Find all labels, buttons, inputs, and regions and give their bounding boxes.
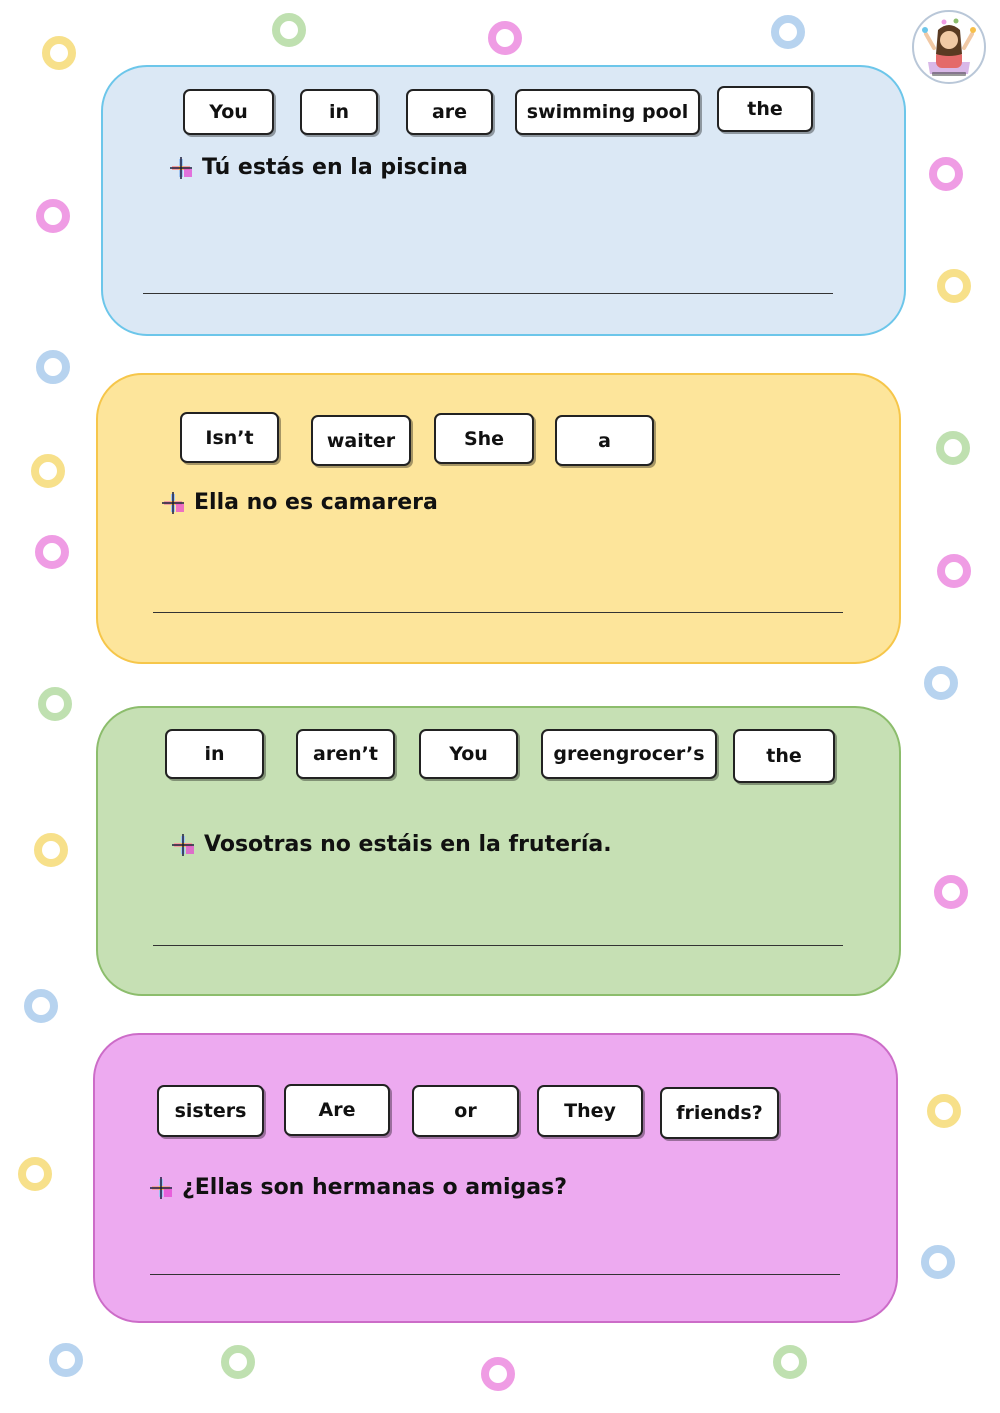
decorative-ring-blue <box>49 1343 83 1377</box>
decorative-ring-pink <box>929 157 963 191</box>
teacher-avatar-icon <box>912 10 986 84</box>
answer-line[interactable] <box>153 945 843 946</box>
answer-line[interactable] <box>143 293 833 294</box>
word-chip[interactable]: or <box>412 1085 519 1137</box>
word-chip[interactable]: the <box>717 86 813 132</box>
decorative-ring-blue <box>24 989 58 1023</box>
decorative-ring-pink <box>36 199 70 233</box>
spanish-sentence <box>172 832 612 857</box>
decorative-ring-yellow <box>31 454 65 488</box>
word-chip[interactable]: a <box>555 415 654 466</box>
decorative-ring-green <box>773 1345 807 1379</box>
spanish-sentence <box>170 155 468 180</box>
decorative-ring-blue <box>924 666 958 700</box>
word-chip[interactable]: greengrocer’s <box>541 729 717 779</box>
decorative-ring-blue <box>771 15 805 49</box>
decorative-ring-yellow <box>34 833 68 867</box>
word-chip[interactable]: She <box>434 413 534 464</box>
word-chip[interactable]: You <box>419 729 518 779</box>
answer-line[interactable] <box>153 612 843 613</box>
word-chip[interactable]: in <box>300 89 378 135</box>
word-chip[interactable]: They <box>537 1085 643 1137</box>
word-chip[interactable]: aren’t <box>296 729 395 779</box>
word-chip[interactable]: swimming pool <box>515 89 700 135</box>
word-chip[interactable]: Are <box>284 1084 390 1136</box>
word-chip[interactable]: waiter <box>311 415 411 466</box>
word-chip[interactable]: the <box>733 729 835 783</box>
decorative-ring-yellow <box>937 269 971 303</box>
decorative-ring-pink <box>937 554 971 588</box>
answer-line[interactable] <box>150 1274 840 1275</box>
word-chip[interactable]: are <box>406 89 493 135</box>
plus-bullet-icon <box>170 157 192 179</box>
decorative-ring-pink <box>934 875 968 909</box>
sentence-text: Tú estás en la piscina <box>202 155 468 180</box>
word-chip[interactable]: You <box>183 89 274 135</box>
word-chip[interactable]: friends? <box>660 1087 779 1139</box>
decorative-ring-pink <box>481 1357 515 1391</box>
spanish-sentence <box>150 1175 567 1200</box>
spanish-sentence <box>162 490 438 515</box>
decorative-ring-pink <box>488 21 522 55</box>
word-chip[interactable]: in <box>165 729 264 779</box>
decorative-ring-yellow <box>42 36 76 70</box>
decorative-ring-yellow <box>927 1094 961 1128</box>
plus-bullet-icon <box>172 834 194 856</box>
plus-bullet-icon <box>162 492 184 514</box>
word-chip[interactable]: sisters <box>157 1085 264 1137</box>
plus-bullet-icon <box>150 1177 172 1199</box>
sentence-text: Ella no es camarera <box>194 490 438 515</box>
decorative-ring-pink <box>35 535 69 569</box>
sentence-text: ¿Ellas son hermanas o amigas? <box>182 1175 567 1200</box>
sentence-text: Vosotras no estáis en la frutería. <box>204 832 612 857</box>
decorative-ring-yellow <box>18 1157 52 1191</box>
decorative-ring-green <box>272 13 306 47</box>
decorative-ring-blue <box>36 350 70 384</box>
decorative-ring-green <box>221 1345 255 1379</box>
decorative-ring-green <box>38 687 72 721</box>
decorative-ring-green <box>936 431 970 465</box>
word-chip[interactable]: Isn’t <box>180 412 279 463</box>
decorative-ring-blue <box>921 1245 955 1279</box>
